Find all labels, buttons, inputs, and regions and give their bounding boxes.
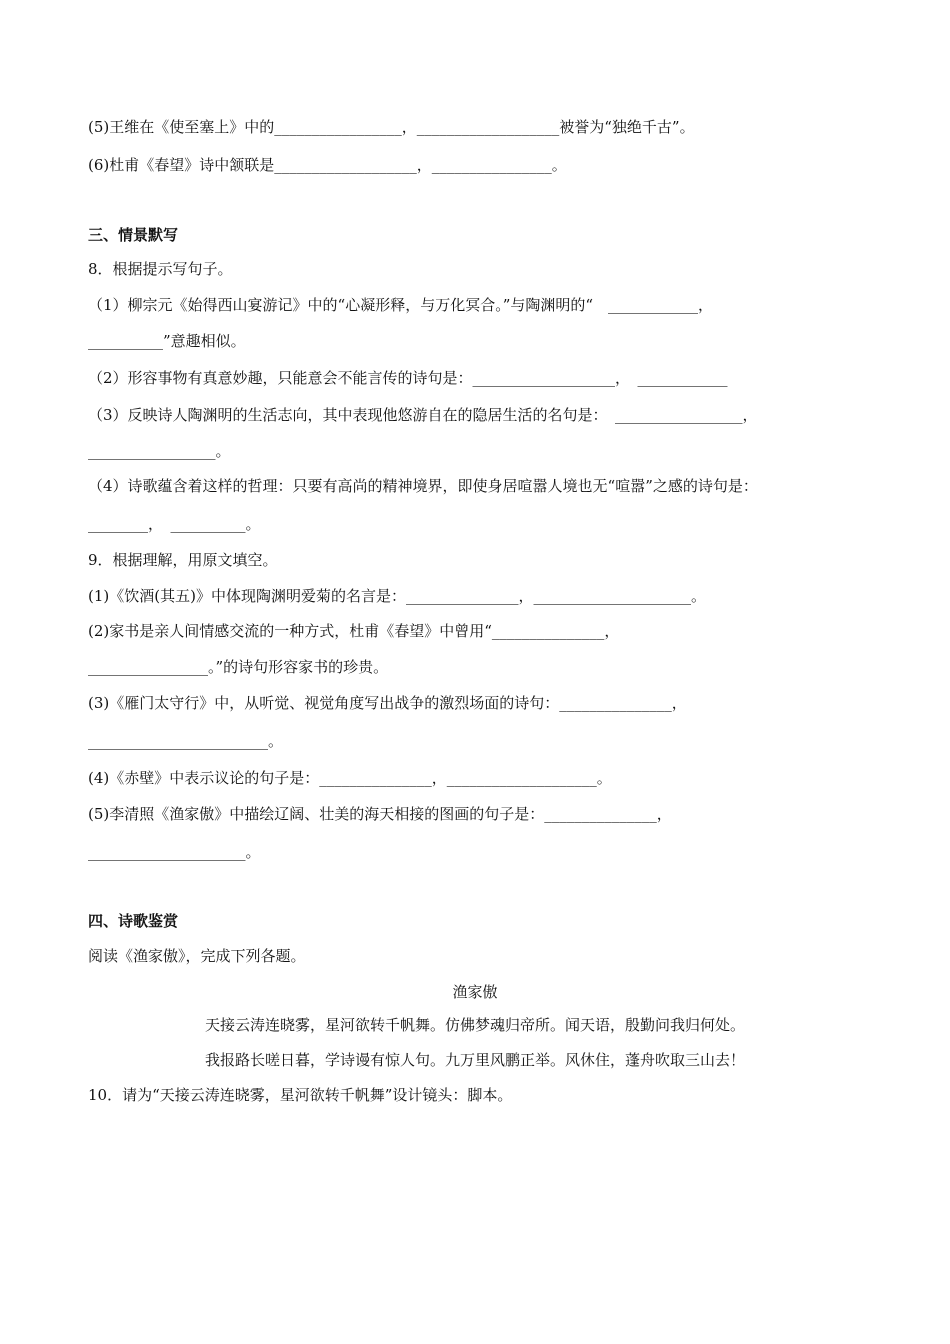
question-8-4-line2: ________， __________。 <box>88 515 261 533</box>
section-4-heading: 四、诗歌鉴赏 <box>88 912 179 930</box>
section-3-heading: 三、情景默写 <box>88 226 179 244</box>
question-9-1: (1)《饮酒(其五)》中体现陶渊明爱菊的名言是：_______________，_____________________。 <box>88 587 706 605</box>
question-9-5-line1: (5)李清照《渔家傲》中描绘辽阔、壮美的海天相接的图画的句子是：_______________， <box>88 805 672 823</box>
poem-line-2: 我报路长嗟日暮，学诗谩有惊人句。九万里风鹏正举。风休住，蓬舟吹取三山去！ <box>204 1051 745 1069</box>
question-8-3-line2: _________________。 <box>88 442 231 460</box>
poem-line-1: 天接云涛连晓雾，星河欲转千帆舞。仿佛梦魂归帝所。闻天语，殷勤问我归何处。 <box>204 1016 745 1034</box>
question-8-1-line1: （1）柳宗元《始得西山宴游记》中的“心凝形释，与万化冥合。”与陶渊明的“ ____________， <box>88 296 714 314</box>
question-8-4-line1: （4）诗歌蕴含着这样的哲理：只要有高尚的精神境界，即使身居喧嚣人境也无“喧嚣”之感的诗句是： <box>88 477 758 495</box>
question-6-du-fu: (6)杜甫《春望》诗中颔联是___________________，________________。 <box>88 156 567 174</box>
question-8-2: （2）形容事物有真意妙趣，只能意会不能言传的诗句是：___________________， ____________ <box>88 369 728 387</box>
question-5-wang-wei: (5)王维在《使至塞上》中的_________________，___________________被誉为“独绝千古”。 <box>88 118 695 136</box>
poem-title: 渔家傲 <box>452 983 498 1001</box>
question-9-3-line2: ________________________。 <box>88 732 284 750</box>
question-10: 10．请为“天接云涛连晓雾，星河欲转千帆舞”设计镜头：脚本。 <box>88 1086 513 1104</box>
question-9-2-line2: ________________。”的诗句形容家书的珍贵。 <box>88 658 389 676</box>
reading-instruction: 阅读《渔家傲》，完成下列各题。 <box>88 947 306 965</box>
question-9-4: (4)《赤壁》中表示议论的句子是：_______________，____________________。 <box>88 769 612 787</box>
question-8-3-line1: （3）反映诗人陶渊明的生活志向，其中表现他悠游自在的隐居生活的名句是： _________________， <box>88 406 758 424</box>
question-8: 8．根据提示写句子。 <box>88 260 233 278</box>
question-9-5-line2: _____________________。 <box>88 843 261 861</box>
question-9-3-line1: (3)《雁门太守行》中，从听觉、视觉角度写出战争的激烈场面的诗句：_______________， <box>88 694 687 712</box>
question-9: 9．根据理解，用原文填空。 <box>88 551 278 569</box>
question-9-2-line1: (2)家书是亲人间情感交流的一种方式，杜甫《春望》中曾用“_______________， <box>88 622 620 640</box>
question-8-1-line2: __________”意趣相似。 <box>88 332 246 350</box>
